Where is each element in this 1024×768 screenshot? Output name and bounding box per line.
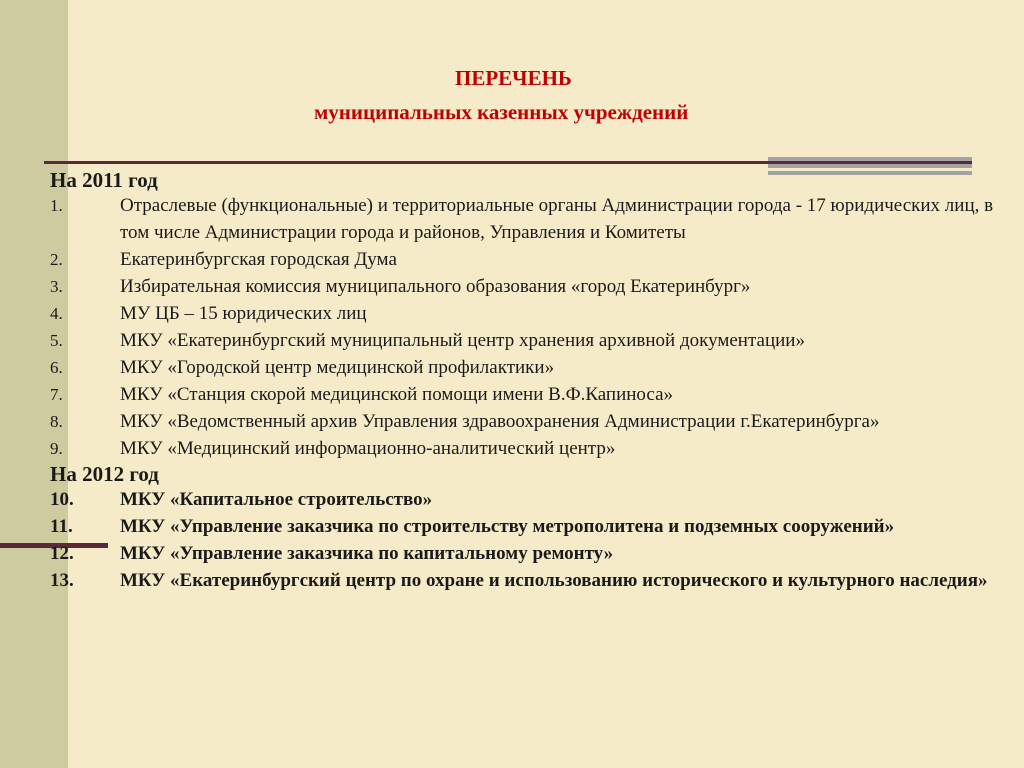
item-number: 9. xyxy=(50,439,63,458)
list-item xyxy=(50,513,1010,540)
list-item xyxy=(50,540,1010,567)
item-number: 8. xyxy=(50,412,63,431)
item-number: 11. xyxy=(50,516,73,537)
list-item xyxy=(50,246,1010,273)
item-text: Екатеринбургская городская Дума xyxy=(120,249,397,270)
item-number: 2. xyxy=(50,250,63,269)
section-year-2011: На 2011 год xyxy=(50,168,158,192)
section-2012 xyxy=(50,462,1010,594)
section-year-2012: На 2012 год xyxy=(50,462,159,486)
title-heading: ПЕРЕЧЕНЬ xyxy=(455,66,572,90)
institutions-list xyxy=(50,168,1010,594)
item-number: 13. xyxy=(50,570,74,591)
item-number: 10. xyxy=(50,489,74,510)
item-number: 1. xyxy=(50,196,63,215)
item-text: МКУ «Екатеринбургский центр по охране и использованию исторического и культурного наследия» xyxy=(120,570,988,591)
list-item xyxy=(50,273,1010,300)
item-number: 5. xyxy=(50,331,63,350)
item-text: Отраслевые (функциональные) и территориальные органы Администрации города - 17 юридических лиц, в том числе Администрации города и районов, Управления и Комитеты xyxy=(120,195,994,243)
item-text: МКУ «Городской центр медицинской профилактики» xyxy=(120,357,555,378)
section-2011 xyxy=(50,168,1010,462)
list-item xyxy=(50,300,1010,327)
item-text: МКУ «Станция скорой медицинской помощи имени В.Ф.Капиноса» xyxy=(120,384,674,405)
list-item xyxy=(50,486,1010,513)
list-item xyxy=(50,192,1010,246)
item-text: МКУ «Управление заказчика по строительству метрополитена и подземных сооружений» xyxy=(120,516,895,537)
item-text: МУ ЦБ – 15 юридических лиц xyxy=(120,303,367,324)
list-item xyxy=(50,435,1010,462)
item-text: МКУ «Управление заказчика по капитальному ремонту» xyxy=(120,543,614,564)
list-item xyxy=(50,327,1010,354)
item-number: 7. xyxy=(50,385,63,404)
item-text: МКУ «Капитальное строительство» xyxy=(120,489,433,510)
list-item xyxy=(50,381,1010,408)
item-number: 3. xyxy=(50,277,63,296)
item-number: 4. xyxy=(50,304,63,323)
item-number: 6. xyxy=(50,358,63,377)
item-text: МКУ «Медицинский информационно-аналитический центр» xyxy=(120,438,616,459)
item-text: МКУ «Ведомственный архив Управления здравоохранения Администрации г.Екатеринбурга» xyxy=(120,411,880,432)
list-item xyxy=(50,567,1010,594)
list-item xyxy=(50,354,1010,381)
list-item xyxy=(50,408,1010,435)
item-text: МКУ «Екатеринбургский муниципальный центр хранения архивной документации» xyxy=(120,330,805,351)
title-subheading: муниципальных казенных учреждений xyxy=(314,100,689,124)
item-number: 12. xyxy=(50,543,74,564)
item-text: Избирательная комиссия муниципального образования «город Екатеринбург» xyxy=(120,276,751,297)
